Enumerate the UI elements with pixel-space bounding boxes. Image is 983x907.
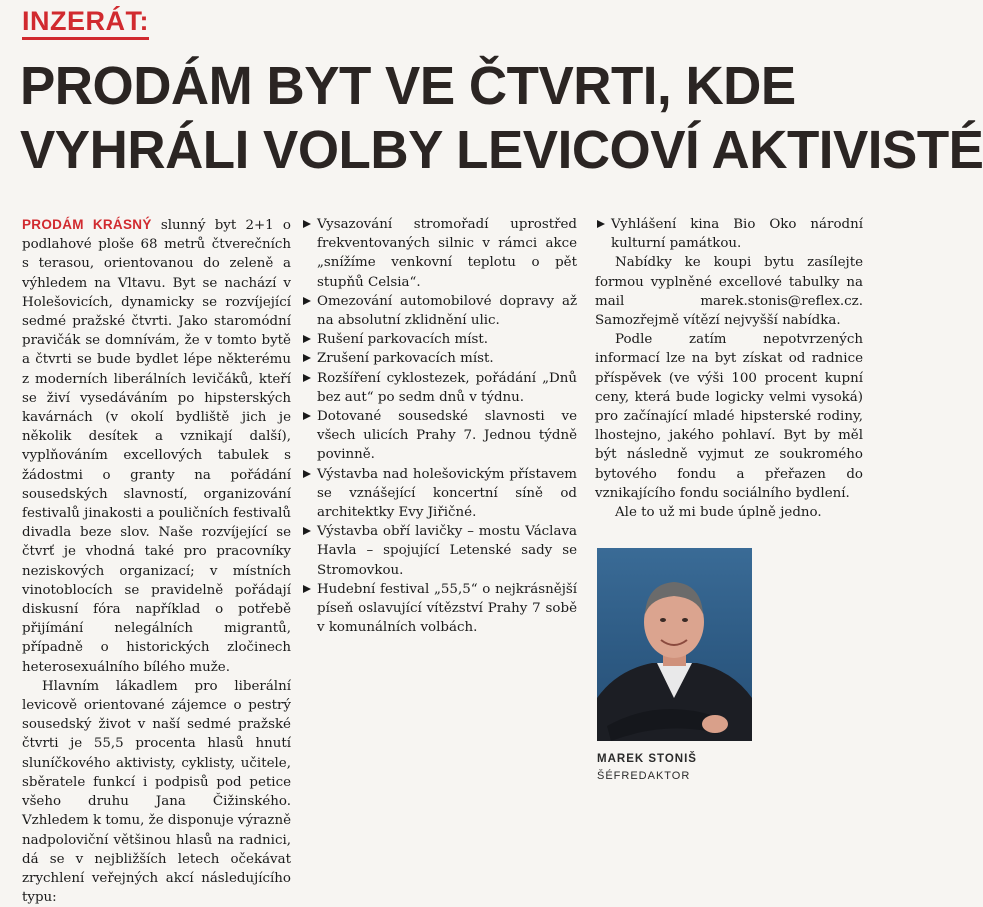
bullet-item: Rozšíření cyklostezek, pořádání „Dnů bez aut“ po sedm dnů v týdnu. <box>301 369 577 407</box>
bullet-item: Zrušení parkovacích míst. <box>301 349 577 368</box>
lead-in: PRODÁM KRÁSNÝ <box>22 217 152 232</box>
headline <box>20 54 983 182</box>
headline-line-2: VYHRÁLI VOLBY LEVICOVÍ AKTIVISTÉ <box>20 120 983 180</box>
bullet-item: Výstavba obří lavičky – mostu Václava Havla – spojující Letenské sady se Stromovkou. <box>301 522 577 580</box>
author-portrait-illustration <box>597 548 752 741</box>
article-paragraph-2: Hlavním lákadlem pro liberální levicově orientované zájemce o pestrý sousedský život v naší sedmé pražské čtvrti je 55,5 procenta hlasů hnutí sluníčkového aktivisty, cyklisty, učitele, sběratele funkcí i podpisů pod petice všeho druhu Jana Čižinského. Vzhledem k tomu, že disponuje výrazně nadpoloviční většinou hlasů na radnici, dá se v nejbližších letech očekávat zrychlení veřejných akcí následujícího typu: <box>22 678 291 906</box>
headline-line-1: PRODÁM BYT VE ČTVRTI, KDE <box>20 56 796 116</box>
bullet-item: Vyhlášení kina Bio Oko národní kulturní památkou. <box>595 215 863 253</box>
article-paragraph-3: Nabídky ke koupi bytu zasílejte formou vyplněné excellové tabulky na mail marek.stonis@reflex.cz. Samozřejmě vítězí nejvyšší nabídka. <box>595 255 863 329</box>
author-name: MAREK STONIŠ <box>597 753 697 765</box>
article-column-2 <box>301 215 577 637</box>
bullet-item: Hudební festival „55,5“ o nejkrásnější píseň oslavující vítězství Prahy 7 sobě v komunálních volbách. <box>301 580 577 638</box>
bullet-item: Vysazování stromořadí uprostřed frekventovaných silnic v rámci akce „snížíme venkovní teplotu o pět stupňů Celsia“. <box>301 215 577 292</box>
article-column-3 <box>595 215 863 522</box>
author-photo <box>597 548 752 741</box>
author-role: ŠÉFREDAKTOR <box>597 770 691 782</box>
article-paragraph-5: Ale to už mi bude úplně jedno. <box>615 505 822 521</box>
bullet-list <box>301 215 577 637</box>
kicker-label: INZERÁT: <box>22 6 149 40</box>
article-paragraph-1: PRODÁM KRÁSNÝ slunný byt 2+1 o podlahové ploše 68 metrů čtverečních s terasou, orientovanou do zeleně a výhledem na Vltavu. Byt se nachází v Holešovicích, dynamicky se rozvíjející sedmé pražské čtvrti. Jako staromódní pravičák se domnívám, že v tomto bytě a čtvrti se bude bydlet lépe některému z moderních liberálních levičáků, kteří se živí vysedáváním po hipsterských kavárnách (v okolí bydliště jich je několik desítek a vznikají další), vyplňováním excellových tabulek s žádostmi o granty na pořádání sousedských slavností, organizování festivalů jinakosti a pouličních festivalů divadla beze slov. Naše rozvíjející se čtvrť je vhodná také pro pracovníky neziskových organizací; v místních vinotoblocích se pravidelně pořádají diskusní fóra například o potřebě přijímání nelegálních migrantů, případně o historických zločinech heterosexuálního bílého muže. <box>22 217 291 675</box>
bullet-item: Výstavba nad holešovickým přístavem se vznášející koncertní síně od architektky Evy Jiřičné. <box>301 465 577 523</box>
bullet-item: Rušení parkovacích míst. <box>301 330 577 349</box>
article-paragraph-4: Podle zatím nepotvrzených informací lze na byt získat od radnice příspěvek (ve výši 100 procent kupní ceny, která bude logicky velmi vysoká) pro začínající mladé hipsterské rodiny, lhostejno, jakého pohlaví. Byt by měl být následně vyjmut ze soukromého bytového fondu a přeřazen do vznikajícího fondu sociálního bydlení. <box>595 332 863 501</box>
article-column-1 <box>22 215 291 907</box>
bullet-item: Omezování automobilové dopravy až na absolutní zklidnění ulic. <box>301 292 577 330</box>
bullet-item: Dotované sousedské slavnosti ve všech ulicích Prahy 7. Jednou týdně povinně. <box>301 407 577 465</box>
